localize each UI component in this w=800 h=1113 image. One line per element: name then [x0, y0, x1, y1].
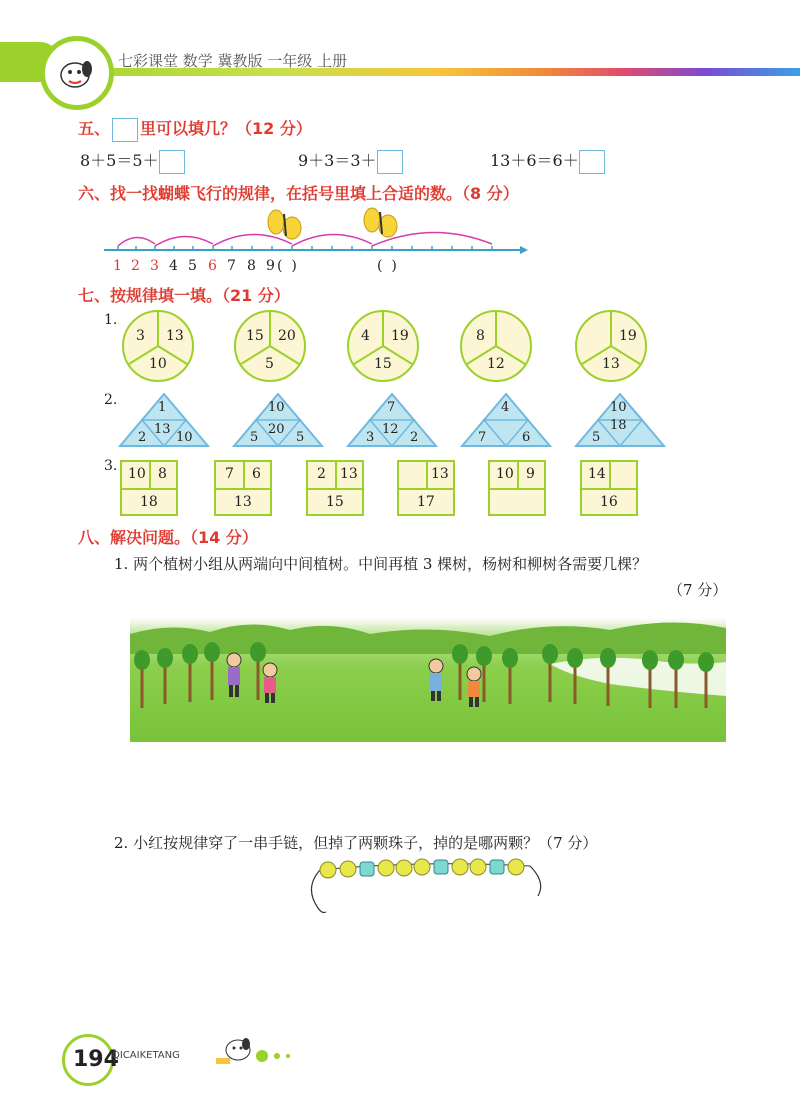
grid-num-c: 13 [234, 494, 252, 510]
grid-num-a: 14 [588, 466, 606, 482]
tri-num-left: 3 [366, 430, 375, 445]
num-label: 8 [247, 258, 256, 274]
number-grid [214, 460, 272, 516]
grid-num-a: 10 [128, 466, 146, 482]
tri-num-left: 7 [478, 430, 487, 445]
circle-num-b: 19 [619, 328, 637, 344]
number-line-figure [100, 202, 530, 280]
header-title: 七彩课堂 数学 冀教版 一年级 上册 [118, 52, 348, 70]
answer-paren[interactable]: ( ) [277, 258, 297, 274]
q2-label: 2. [104, 392, 118, 408]
decorative-dots [256, 1048, 296, 1062]
circle-num-c: 12 [487, 356, 505, 372]
grid-num-a: 2 [317, 466, 326, 482]
equation-3 [490, 148, 605, 174]
number-grid [488, 460, 546, 516]
grid-num-a: 10 [496, 466, 514, 482]
q3-label: 3. [104, 458, 118, 474]
child-figure-icon [467, 667, 481, 707]
number-triangle [346, 392, 438, 448]
tree-planting-illustration [130, 604, 726, 742]
child-figure-icon [227, 653, 241, 697]
number-grid [120, 460, 178, 516]
circle-num-c: 15 [374, 356, 392, 372]
num-label: 3 [150, 258, 159, 274]
number-triangle [460, 392, 552, 448]
number-grid [397, 460, 455, 516]
grid-num-b: 13 [340, 466, 358, 482]
circle-num-b: 13 [166, 328, 184, 344]
grid-num-c: 17 [417, 494, 435, 510]
number-triangle [574, 392, 666, 448]
child-figure-icon [429, 659, 443, 701]
equation-2 [298, 148, 403, 174]
equation-text: 9＋3＝3＋ [298, 151, 377, 170]
section5-title [78, 116, 312, 142]
number-triangle [118, 392, 210, 448]
tri-num-top: 10 [610, 400, 627, 415]
section7-title: 七、按规律填一填。（21 分） [78, 286, 290, 305]
equation-text: 13＋6＝6＋ [490, 151, 579, 170]
q1-label: 1. [104, 312, 118, 328]
section6-title: 六、找一找蝴蝶飞行的规律，在括号里填上合适的数。（8 分） [78, 184, 519, 203]
circle-num-c: 10 [149, 356, 167, 372]
number-circle [122, 310, 194, 382]
section8-title: 八、解决问题。（14 分） [78, 528, 258, 547]
problem-1-score: （7 分） [668, 581, 728, 599]
grid-num-a: 7 [225, 466, 234, 482]
num-label: 9 [266, 258, 275, 274]
answer-box[interactable] [579, 150, 605, 174]
circle-num-a: 8 [476, 328, 485, 344]
tri-num-left: 2 [138, 430, 147, 445]
number-grid [306, 460, 364, 516]
answer-box[interactable] [159, 150, 185, 174]
answer-paren[interactable]: ( ) [377, 258, 397, 274]
grid-num-c: 15 [326, 494, 344, 510]
tri-num-right: 6 [522, 430, 531, 445]
number-circle [575, 310, 647, 382]
section5-title-prefix: 五、 [78, 119, 111, 138]
num-label: 5 [188, 258, 197, 274]
num-label: 4 [169, 258, 178, 274]
grid-num-b: 9 [526, 466, 535, 482]
tri-num-top: 1 [158, 400, 167, 415]
grid-num-b: 8 [158, 466, 167, 482]
tri-num-mid: 13 [154, 422, 171, 437]
circle-num-a: 3 [136, 328, 145, 344]
section5-title-rest: 里可以填几？（12 分） [140, 119, 312, 138]
circle-num-c: 5 [265, 356, 274, 372]
tri-num-top: 4 [501, 400, 510, 415]
butterfly-icon [268, 210, 301, 239]
tri-num-right: 2 [410, 430, 419, 445]
grid-num-b: 13 [431, 466, 449, 482]
num-label: 1 [113, 258, 122, 274]
equation-text: 8＋5＝5＋ [80, 151, 159, 170]
tri-num-left: 5 [592, 430, 601, 445]
number-circle [347, 310, 419, 382]
problem-2-text: 2. 小红按规律穿了一串手链，但掉了两颗珠子，掉的是哪两颗？（7 分） [114, 834, 598, 852]
child-figure-icon [263, 663, 277, 703]
circle-num-a: 4 [361, 328, 370, 344]
num-label: 6 [208, 258, 217, 274]
tri-num-top: 10 [268, 400, 285, 415]
grid-num-c: 18 [140, 494, 158, 510]
mascot-logo-icon [40, 36, 114, 110]
problem-1-text: 1. 两个植树小组从两端向中间植树。中间再植 3 棵树，杨树和柳树各需要几棵？ [114, 555, 648, 573]
number-grid [580, 460, 638, 516]
tri-num-mid: 20 [268, 422, 285, 437]
answer-box[interactable] [377, 150, 403, 174]
equation-1 [80, 148, 185, 174]
tri-num-mid: 12 [382, 422, 399, 437]
mascot-icon [210, 1030, 260, 1070]
grid-num-b: 6 [252, 466, 261, 482]
circle-num-b: 19 [391, 328, 409, 344]
bead-bracelet-illustration [300, 852, 550, 922]
butterfly-icon [364, 208, 397, 237]
page-number: 194 [73, 1047, 119, 1072]
grid-num-c: 16 [600, 494, 618, 510]
tri-num-right: 5 [296, 430, 305, 445]
tri-num-mid: 18 [610, 418, 627, 433]
blank-box[interactable] [112, 118, 138, 142]
tri-num-top: 7 [387, 400, 396, 415]
page-number-badge [62, 1034, 119, 1086]
number-triangle [232, 392, 324, 448]
circle-num-b: 20 [278, 328, 296, 344]
circle-num-a: 15 [246, 328, 264, 344]
brand-text: QICAIKETANG [112, 1050, 180, 1061]
tri-num-right: 10 [176, 430, 193, 445]
number-circle [234, 310, 306, 382]
num-label: 7 [227, 258, 236, 274]
circle-num-c: 13 [602, 356, 620, 372]
num-label: 2 [131, 258, 140, 274]
number-circle [460, 310, 532, 382]
tri-num-left: 5 [250, 430, 259, 445]
